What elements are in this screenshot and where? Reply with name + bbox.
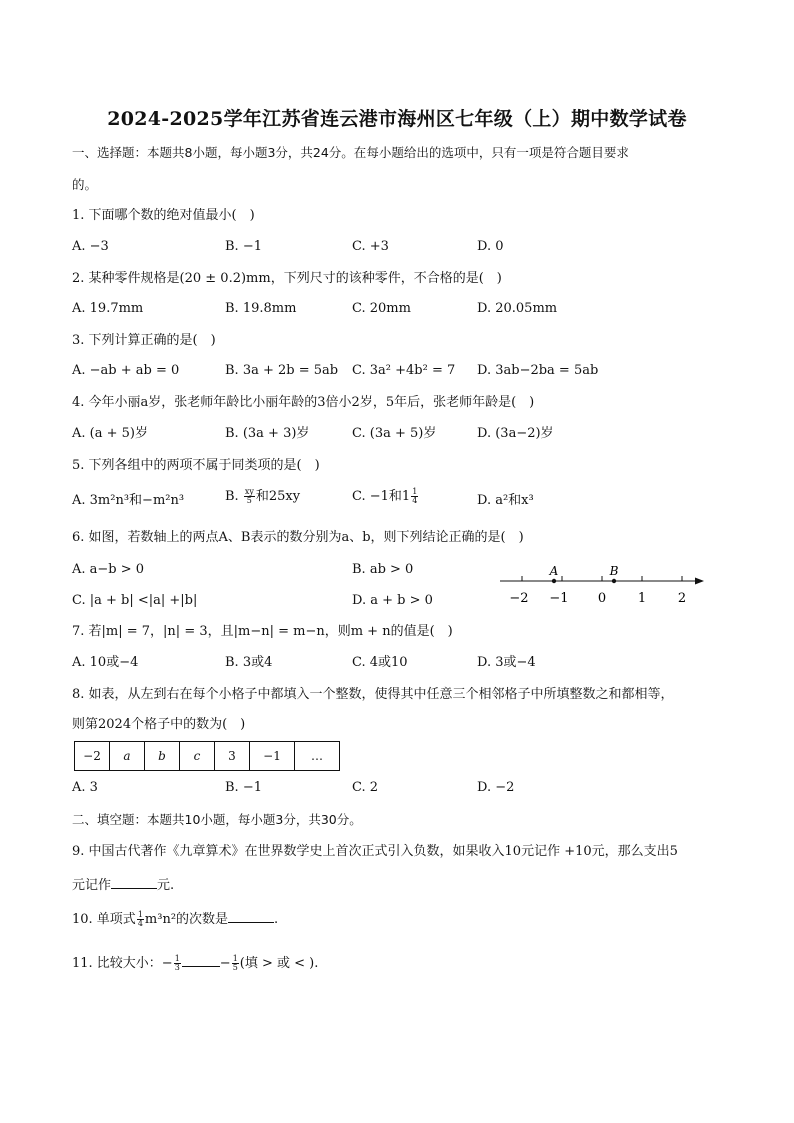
q4-option-b: B. (3a + 3)岁	[225, 426, 310, 441]
q7-option-d: D. 3或−4	[477, 655, 536, 670]
q6-option-c: C. |a + b| <|a| +|b|	[72, 593, 198, 608]
q3-stem: 3. 下列计算正确的是( )	[72, 333, 216, 348]
q5-option-b-numerator: xy	[244, 487, 254, 496]
q1-option-d: D. 0	[477, 239, 504, 254]
number-line-tick-label: 1	[637, 591, 647, 606]
q8-option-b: B. −1	[225, 780, 262, 795]
number-line-tick-label: −2	[509, 591, 529, 606]
q7-option-a: A. 10或−4	[72, 655, 139, 670]
q5-stem: 5. 下列各组中的两项不属于同类项的是( )	[72, 458, 320, 473]
q2-option-c: C. 20mm	[352, 301, 411, 316]
q8-cell: a	[110, 742, 145, 771]
q11-answer-blank	[182, 952, 220, 967]
q8-number-table	[74, 741, 340, 771]
number-line-point	[612, 579, 616, 583]
q5-option-c-prefix: C. −1和1	[352, 489, 411, 504]
number-line-point	[552, 579, 556, 583]
q8-cell: −2	[75, 742, 110, 771]
q1-option-b: B. −1	[225, 239, 262, 254]
q8-option-d: D. −2	[477, 780, 515, 795]
q3-option-c: C. 3a² +4b² = 7	[352, 363, 456, 378]
q5-option-b-denominator: 5	[246, 496, 252, 505]
number-line-tick-label: 2	[677, 591, 687, 606]
q11-denominator-2: 5	[232, 963, 238, 972]
page-title: 2024-2025学年江苏省连云港市海州区七年级（上）期中数学试卷	[107, 108, 687, 130]
q5-option-b-prefix: B.	[225, 489, 243, 504]
q5-option-a: A. 3m²n³和−m²n³	[72, 493, 185, 508]
number-line-arrow	[695, 578, 704, 585]
q5-option-c	[352, 488, 419, 506]
q2-option-a: A. 19.7mm	[72, 301, 144, 316]
q10-numerator: 1	[137, 910, 143, 919]
q7-stem: 7. 若|m| = 7，|n| = 3，且|m−n| = m−n，则m + n的值是( )	[72, 624, 453, 639]
q6-stem: 6. 如图，若数轴上的两点A、B表示的数分别为a、b，则下列结论正确的是( )	[72, 530, 524, 545]
q2-stem: 2. 某种零件规格是(20 ± 0.2)mm，下列尺寸的该种零件，不合格的是( )	[72, 271, 502, 286]
q8-cell: c	[180, 742, 215, 771]
q4-option-c: C. (3a + 5)岁	[352, 426, 437, 441]
number-line-figure	[498, 562, 706, 608]
q10-stem	[72, 908, 278, 929]
q4-option-a: A. (a + 5)岁	[72, 426, 148, 441]
q8-cell: b	[145, 742, 180, 771]
q9-text-before-blank: 元记作	[72, 878, 112, 893]
q4-option-d: D. (3a−2)岁	[477, 426, 554, 441]
q10-monomial: m³n²的次数是	[144, 912, 229, 927]
q2-option-d: D. 20.05mm	[477, 301, 558, 316]
q9-stem-cont	[72, 874, 174, 895]
q2-option-b: B. 19.8mm	[225, 301, 297, 316]
q8-cell: 3	[215, 742, 250, 771]
q8-cell: …	[295, 742, 340, 771]
q11-denominator-1: 3	[174, 963, 180, 972]
q5-option-b-fraction	[244, 488, 255, 505]
section-1-heading-cont: 的。	[72, 177, 98, 192]
q8-stem: 8. 如表，从左到右在每个小格子中都填入一个整数，使得其中任意三个相邻格子中所填整数之和都相等，	[72, 687, 674, 702]
q11-numerator-1: 1	[174, 954, 180, 963]
q11-fraction-1	[174, 955, 181, 972]
q11-minus: −	[219, 956, 231, 971]
q3-option-b: B. 3a + 2b = 5ab	[225, 363, 339, 378]
q7-option-c: C. 4或10	[352, 655, 408, 670]
q5-option-c-denominator: 4	[412, 496, 418, 505]
q10-fraction	[137, 911, 144, 928]
q9-stem: 9. 中国古代著作《九章算术》在世界数学史上首次正式引入负数，如果收入10元记作 +10元，那么支出5	[72, 844, 678, 859]
q9-answer-blank	[111, 874, 157, 889]
q5-option-c-fraction	[411, 488, 418, 505]
q4-stem: 4. 今年小丽a岁，张老师年龄比小丽年龄的3倍小2岁，5年后，张老师年龄是( )	[72, 395, 535, 410]
number-line-point-label: B	[609, 564, 619, 578]
q9-text-after-blank: 元.	[157, 878, 175, 893]
q5-option-c-numerator: 1	[412, 487, 418, 496]
q11-stem	[72, 952, 318, 973]
q3-option-d: D. 3ab−2ba = 5ab	[477, 363, 599, 378]
q11-prefix: 11. 比较大小：−	[72, 956, 173, 971]
q8-stem-cont: 则第2024个格子中的数为( )	[72, 717, 246, 732]
q11-end: (填 > 或 < ).	[239, 956, 319, 971]
q7-option-b: B. 3或4	[225, 655, 273, 670]
q10-denominator: 4	[137, 919, 143, 928]
q1-stem: 1. 下面哪个数的绝对值最小( )	[72, 208, 255, 223]
q11-fraction-2	[232, 955, 239, 972]
q5-option-d: D. a²和x³	[477, 493, 534, 508]
q8-option-a: A. 3	[72, 780, 98, 795]
q10-answer-blank	[228, 908, 274, 923]
q5-option-b-suffix: 和25xy	[255, 489, 301, 504]
number-line-point-label: A	[549, 564, 559, 578]
q10-end: .	[274, 912, 279, 927]
q6-option-d: D. a + b > 0	[352, 593, 433, 608]
q1-option-a: A. −3	[72, 239, 109, 254]
q10-prefix: 10. 单项式	[72, 912, 136, 927]
q11-numerator-2: 1	[232, 954, 238, 963]
q8-option-c: C. 2	[352, 780, 379, 795]
section-1-heading: 一、选择题：本题共8小题，每小题3分，共24分。在每小题给出的选项中，只有一项是符合题目要求	[72, 145, 629, 160]
q1-option-c: C. +3	[352, 239, 389, 254]
q3-option-a: A. −ab + ab = 0	[72, 363, 180, 378]
q8-cell: −1	[250, 742, 295, 771]
section-2-heading: 二、填空题：本题共10小题，每小题3分，共30分。	[72, 812, 362, 827]
number-line-tick-label: −1	[549, 591, 569, 606]
number-line-tick-label: 0	[597, 591, 607, 606]
q6-option-b: B. ab > 0	[352, 562, 414, 577]
q5-option-b	[225, 488, 300, 506]
q6-option-a: A. a−b > 0	[72, 562, 145, 577]
